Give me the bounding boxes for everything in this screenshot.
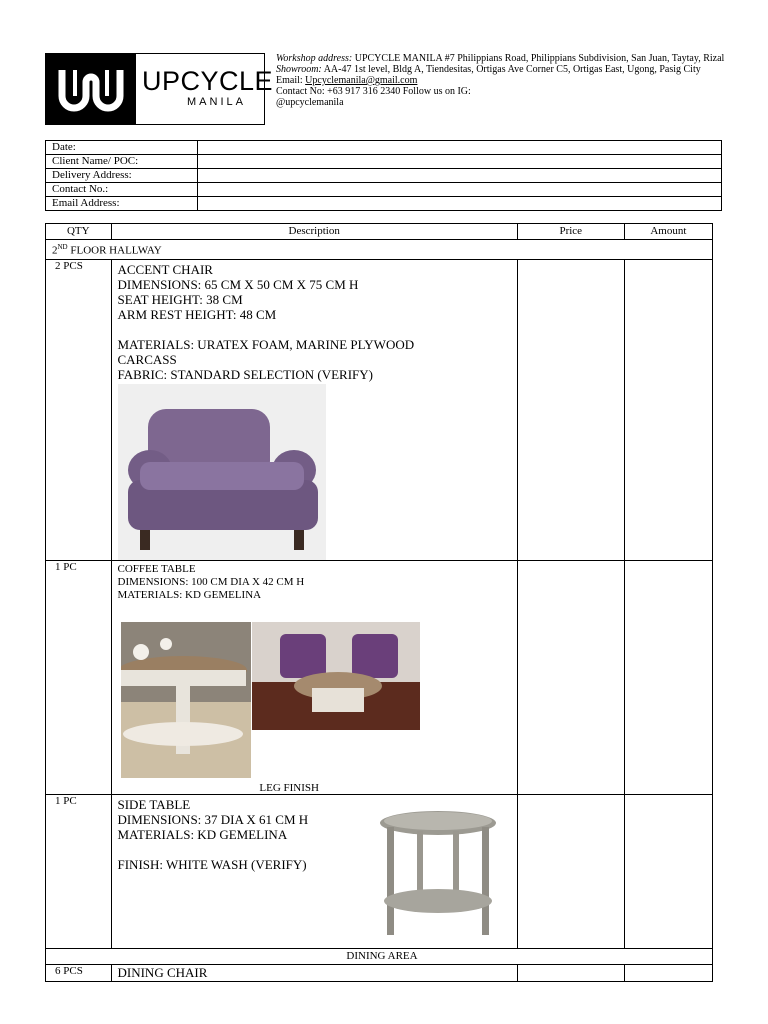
client-info-label: Contact No.: [46,183,198,197]
item-detail: MATERIALS: KD GEMELINA [117,826,288,842]
price-cell[interactable] [517,964,624,981]
client-info-label: Client Name/ POC: [46,155,198,169]
price-cell[interactable] [517,259,624,560]
company-logo [45,53,274,125]
amount-header: Amount [624,224,712,240]
item-name: ACCENT CHAIR [117,261,213,277]
client-info-value[interactable] [198,155,722,169]
coffee-table-detail-image [121,622,251,778]
items-table [45,223,713,982]
item-detail: DIMENSIONS: 37 DIA X 61 CM H [117,811,309,827]
company-contact-block [276,53,726,108]
description-cell [111,560,517,794]
item-name: DINING CHAIR [117,964,208,980]
price-cell[interactable] [517,794,624,948]
amount-cell[interactable] [624,964,712,981]
amount-cell[interactable] [624,794,712,948]
price-header: Price [517,224,624,240]
table-row [46,964,713,981]
item-detail: FINISH: WHITE WASH (VERIFY) [117,856,307,872]
amount-cell[interactable] [624,259,712,560]
description-cell [111,259,517,560]
coffee-table-room-image [252,622,420,730]
table-row [46,560,713,794]
table-row [46,794,713,948]
qty-cell: 2 PCS [46,259,112,560]
item-detail: MATERIALS: KD GEMELINA [117,588,262,601]
side-table-image [377,809,499,945]
client-info-row [46,141,722,155]
amount-cell[interactable] [624,560,712,794]
description-header: Description [111,224,517,240]
email-link[interactable]: Upcyclemanila@gmail.com [305,75,418,86]
logo-subword: MANILA [187,96,246,108]
client-info-value[interactable] [198,141,722,155]
items-header-row [46,224,713,240]
section-row [46,948,713,964]
blank-line [118,322,517,337]
client-info-label: Delivery Address: [46,169,198,183]
client-info-label: Date: [46,141,198,155]
logo-word: UPCYCLE [142,66,274,96]
client-info-label: Email Address: [46,197,198,211]
item-detail: ARM REST HEIGHT: 48 CM [117,306,277,322]
email-line: Email: Upcyclemanila@gmail.com [276,75,418,86]
contact-line: Contact No: +63 917 316 2340 Follow us on IG: [276,86,471,97]
qty-cell: 1 PC [46,560,112,794]
client-info-table [45,140,722,211]
qty-header: QTY [46,224,112,240]
qty-cell: 1 PC [46,794,112,948]
table-row [46,259,713,560]
item-detail: CARCASS [117,351,177,367]
item-detail: FABRIC: STANDARD SELECTION (VERIFY) [117,366,373,382]
section-row [46,240,713,260]
item-name: SIDE TABLE [117,796,191,812]
item-detail: MATERIALS: URATEX FOAM, MARINE PLYWOOD [117,336,415,352]
client-info-value[interactable] [198,197,722,211]
client-info-row [46,155,722,169]
item-detail: SEAT HEIGHT: 38 CM [117,291,243,307]
ig-handle: @upcyclemanila [276,97,344,108]
description-cell [111,794,517,948]
client-info-row [46,169,722,183]
client-info-row [46,183,722,197]
item-name: COFFEE TABLE [117,562,196,575]
client-info-value[interactable] [198,183,722,197]
client-info-value[interactable] [198,169,722,183]
logo-mark [46,54,136,124]
accent-chair-image [118,384,326,560]
price-cell[interactable] [517,560,624,794]
client-info-row [46,197,722,211]
image-caption: LEG FINISH [259,781,319,794]
description-cell [111,964,517,981]
qty-cell: 6 PCS [46,964,112,981]
section-title: 2ND FLOOR HALLWAY [46,240,713,260]
item-detail: DIMENSIONS: 100 CM DIA X 42 CM H [117,575,305,588]
section-title: DINING AREA [46,948,713,964]
item-detail: DIMENSIONS: 65 CM X 50 CM X 75 CM H [117,276,359,292]
showroom-address: Showroom: AA-47 1st level, Bldg A, Tiendesitas, Ortigas Ave Corner C5, Ortigas East, Ugong, Pasig City [276,64,701,75]
workshop-address: Workshop address: UPCYCLE MANILA #7 Philippians Road, Philippians Subdivision, San Juan, Taytay, Rizal [276,53,725,64]
